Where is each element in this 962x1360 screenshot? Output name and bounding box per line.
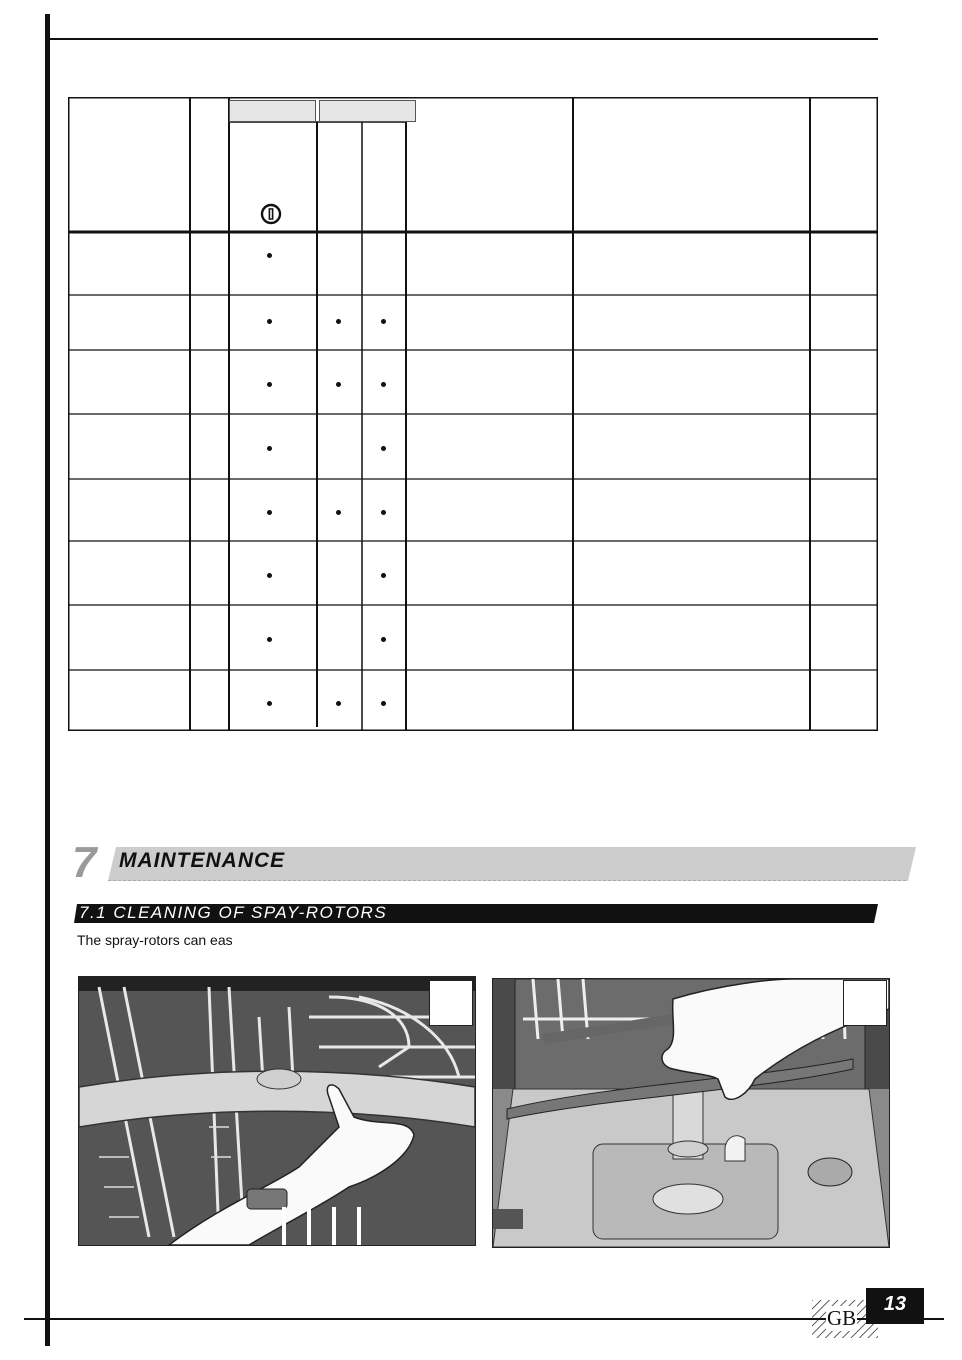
figure-label-box bbox=[429, 980, 473, 1026]
intro-text: The spray-rotors can eas bbox=[77, 932, 233, 948]
table-dot bbox=[381, 637, 386, 642]
section-number: 7 bbox=[72, 838, 95, 887]
hand-on-spray-arm-illustration bbox=[79, 977, 475, 1245]
table-dot bbox=[336, 382, 341, 387]
table-dot bbox=[336, 319, 341, 324]
table-dot bbox=[267, 446, 272, 451]
table-dot bbox=[381, 446, 386, 451]
start-stop-icon bbox=[260, 203, 282, 225]
footer-rule bbox=[24, 1318, 944, 1320]
table-dot bbox=[267, 319, 272, 324]
table-dot bbox=[267, 637, 272, 642]
figure-label-box bbox=[843, 980, 887, 1026]
table-dot bbox=[267, 382, 272, 387]
table-dot bbox=[267, 253, 272, 258]
section-title: MAINTENANCE bbox=[119, 849, 286, 872]
table-dot bbox=[381, 510, 386, 515]
header-tab-right bbox=[319, 100, 416, 122]
table-dot bbox=[381, 382, 386, 387]
program-table-grid bbox=[68, 97, 878, 731]
table-dot bbox=[267, 510, 272, 515]
language-label: GB bbox=[827, 1306, 857, 1330]
table-dot bbox=[267, 701, 272, 706]
table-dot bbox=[381, 319, 386, 324]
figure-lower-spray-rotor bbox=[78, 976, 476, 1246]
table-dot bbox=[381, 701, 386, 706]
header-rule bbox=[50, 38, 878, 40]
table-dot bbox=[336, 701, 341, 706]
figure-remove-spray-rotor bbox=[492, 978, 890, 1248]
page-margin-bar bbox=[45, 14, 50, 1346]
table-dot bbox=[267, 573, 272, 578]
subsection-title: 7.1 CLEANING OF SPAY-ROTORS bbox=[79, 903, 388, 922]
table-dot bbox=[381, 573, 386, 578]
header-tab-left bbox=[229, 100, 316, 122]
program-table bbox=[68, 97, 878, 731]
table-dot bbox=[336, 510, 341, 515]
page-number: 13 bbox=[883, 1293, 907, 1315]
hand-lifting-spray-arm-illustration bbox=[493, 979, 889, 1247]
